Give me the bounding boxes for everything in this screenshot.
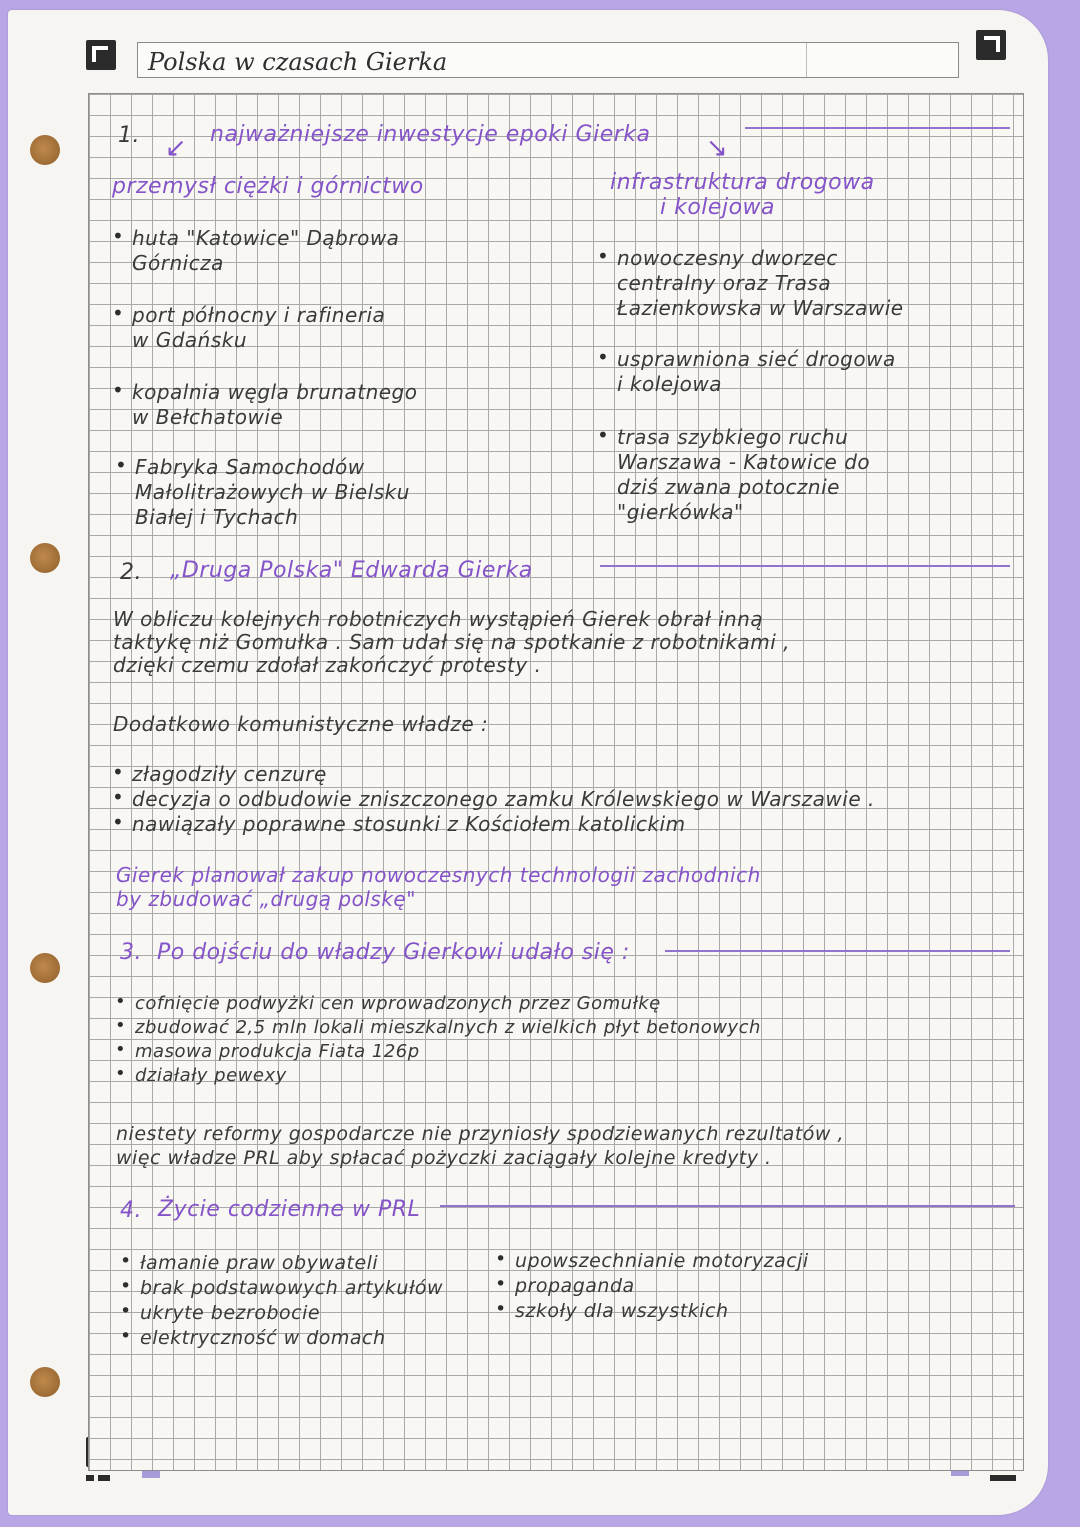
section-4-rule [440,1205,1015,1207]
section-1-rule [745,127,1010,129]
binder-hole [30,135,60,165]
section-2-intro: Dodatkowo komunistyczne władze : [113,712,489,736]
list-item: • propaganda [515,1275,635,1297]
list-item: • działały pewexy [135,1065,287,1086]
list-item: • decyzja o odbudowie zniszczonego zamku Królewskiego w Warszawie . [132,787,875,811]
section-1-right-heading: infrastruktura drogowa i kolejowa [610,170,875,220]
page-marker-dash [990,1475,1016,1481]
list-item: • trasa szybkiego ruchu Warszawa - Katowice do dziś zwana potocznie "gierkówka" [617,425,870,525]
list-item: • huta "Katowice" Dąbrowa Górnicza [132,226,399,276]
section-1-heading: najważniejsze inwestycje epoki Gierka [210,122,651,147]
section-3-rule [665,950,1010,952]
section-4-number: 4. [120,1198,142,1223]
corner-marker-top-right-icon [976,30,1006,60]
binder-hole [30,953,60,983]
binder-hole [30,543,60,573]
list-item: • szkoły dla wszystkich [515,1300,729,1322]
binder-hole [30,1367,60,1397]
list-item: • łamanie praw obywateli [140,1252,378,1274]
section-1-left-heading: przemysł ciężki i górnictwo [112,174,424,199]
list-item: • masowa produkcja Fiata 126p [135,1041,420,1062]
list-item: • elektryczność w domach [140,1327,386,1349]
section-2-paragraph: W obliczu kolejnych robotniczych wystąpień Gierek obrał inną taktykę niż Gomułka . Sam udał się na spotkanie z robotnikami , dzięki czemu zdołał zakończyć protesty . [113,607,791,677]
arrow-right-icon: ↘ [706,133,728,163]
section-3-number: 3. [120,940,142,965]
list-item: • usprawniona sieć drogowa i kolejowa [617,347,896,397]
section-2-heading: „Druga Polska" Edwarda Gierka [170,558,533,583]
list-item: • Fabryka Samochodów Małolitrażowych w Bielsku Białej i Tychach [135,455,410,530]
section-1-number: 1. [118,123,140,148]
list-item: • ukryte bezrobocie [140,1302,320,1324]
page-marker-dash [86,1475,94,1481]
section-2-number: 2. [120,560,142,585]
list-item: • nowoczesny dworzec centralny oraz Trasa Łazienkowska w Warszawie [617,246,904,321]
list-item: • złagodziły cenzurę [132,762,327,786]
page-marker-dash [98,1475,110,1481]
page-title: Polska w czasach Gierka [148,48,448,76]
list-item: • zbudować 2,5 mln lokali mieszkalnych z wielkich płyt betonowych [135,1017,761,1038]
list-item: • kopalnia węgla brunatnego w Bełchatowie [132,380,417,430]
list-item: • cofnięcie podwyżki cen wprowadzonych przez Gomułkę [135,993,661,1014]
corner-marker-top-left-icon [86,40,116,70]
list-item: • port północny i rafineria w Gdańsku [132,303,385,353]
section-4-heading: Życie codzienne w PRL [158,1197,421,1222]
list-item: • nawiązały poprawne stosunki z Kościołem katolickim [132,812,686,836]
section-2-rule [600,565,1010,567]
section-2-summary: Gierek planował zakup nowoczesnych technologii zachodnich by zbudować „drugą polskę" [116,863,761,911]
section-3-paragraph: niestety reformy gospodarcze nie przyniosły spodziewanych rezultatów , więc władze PRL aby spłacać pożyczki zaciągały kolejne kredyty . [116,1123,845,1169]
section-3-heading: Po dojściu do władzy Gierkowi udało się : [157,940,630,965]
list-item: • brak podstawowych artykułów [140,1277,443,1299]
list-item: • upowszechnianie motoryzacji [515,1250,809,1272]
arrow-left-icon: ↙ [165,133,187,163]
